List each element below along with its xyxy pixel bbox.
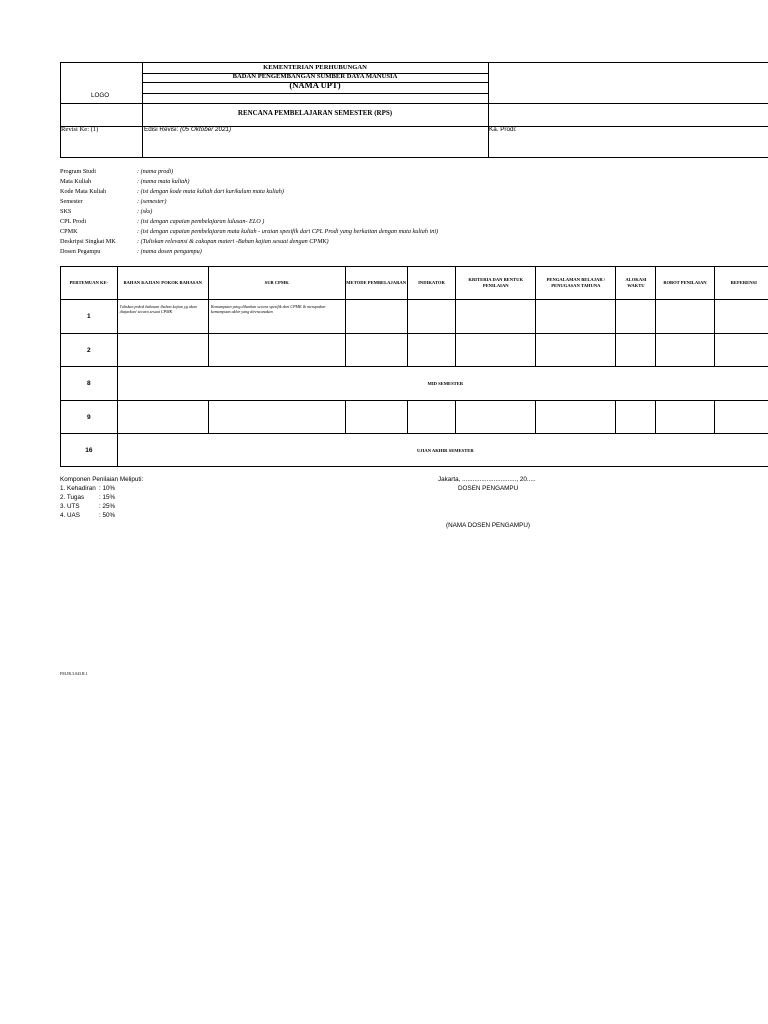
criteria-cell bbox=[456, 334, 536, 367]
edition-label: Edisi Revisi: bbox=[144, 126, 179, 133]
table-row bbox=[61, 334, 768, 367]
meeting-number: 2 bbox=[61, 334, 118, 367]
meeting-number: 9 bbox=[61, 401, 118, 434]
identity-label: Kode Mata Kuliah bbox=[60, 188, 107, 195]
assessment-item-name: 1. Kehadiran bbox=[60, 485, 96, 492]
identity-value: : (nama prodi) bbox=[137, 168, 174, 175]
method-cell bbox=[345, 401, 407, 434]
identity-label: Mata Kuliah bbox=[60, 178, 92, 185]
final-exam-cell: UJIAN AKHIR SEMESTER bbox=[117, 434, 768, 467]
col-header: INDIKATOR bbox=[407, 267, 455, 300]
sub-cpmk-cell bbox=[208, 334, 345, 367]
identity-row bbox=[60, 187, 760, 197]
identity-value: : (nama dosen pengampu) bbox=[137, 248, 202, 255]
meeting-number: 1 bbox=[61, 300, 118, 334]
indicator-cell bbox=[407, 334, 455, 367]
assessment-item-value: : 10% bbox=[99, 485, 116, 492]
identity-row bbox=[60, 167, 760, 177]
identity-label: Semester bbox=[60, 198, 83, 205]
header-rule-4 bbox=[60, 103, 768, 104]
head-of-program-label: Ka. Prodi: bbox=[489, 126, 517, 133]
assessment-item-name: 2. Tugas bbox=[60, 494, 85, 501]
col-header: BAHAN KAJIAN/ POKOK BAHASAN bbox=[117, 267, 208, 300]
table-row bbox=[61, 300, 768, 334]
topic-cell bbox=[117, 401, 208, 434]
method-cell bbox=[345, 300, 407, 334]
topic-cell: Tuliskan pokok bahasan /bahan kajian yg akan diajarkan/ secara sesuai CPMK bbox=[117, 300, 208, 334]
identity-value: : (isi dengan capaian pembelajaran mata kuliah - uraian spesifik dari CPL Prodi yang berkaitan dengan mata kuliah ini) bbox=[137, 228, 439, 235]
identity-value: : (isi dengan kode mata kuliah dari kurikulum mata kuliah) bbox=[137, 188, 284, 195]
meeting-number: 16 bbox=[61, 434, 118, 467]
criteria-cell bbox=[456, 300, 536, 334]
method-cell bbox=[345, 334, 407, 367]
col-header: METODE PEMBELAJARAN bbox=[345, 267, 407, 300]
form-code: FM.JR.3.043.R.1 bbox=[60, 671, 88, 676]
identity-value: : (Tuliskan relevansi & cakupan materi -Bahan kajian sesuai dengan CPMK) bbox=[137, 238, 329, 245]
table-row bbox=[61, 367, 768, 401]
edition-field bbox=[144, 126, 231, 133]
header-divider-right bbox=[488, 62, 489, 158]
ministry-name: KEMENTERIAN PERHUBUNGAN bbox=[263, 64, 367, 71]
identity-row bbox=[60, 247, 760, 257]
identity-label: Program Studi bbox=[60, 168, 96, 175]
identity-value: : (nama mata kuliah) bbox=[137, 178, 190, 185]
revision-label: Revisi Ke: (1) bbox=[61, 126, 99, 133]
identity-row bbox=[60, 177, 760, 187]
sub-cpmk-cell bbox=[208, 401, 345, 434]
identity-label: Deskripsi Singkat MK bbox=[60, 238, 116, 245]
document-title: RENCANA PEMBELAJARAN SEMESTER (RPS) bbox=[237, 109, 393, 117]
identity-row bbox=[60, 217, 760, 227]
meeting-number: 8 bbox=[61, 367, 118, 401]
identity-label: CPL Prodi bbox=[60, 218, 87, 225]
table-header-row bbox=[61, 267, 768, 300]
table-row bbox=[61, 401, 768, 434]
assessment-item-name: 3. UTS bbox=[60, 503, 80, 510]
col-header: PERTEMUAN KE- bbox=[61, 267, 118, 300]
weight-cell bbox=[656, 334, 714, 367]
identity-label: Dosen Pegampu bbox=[60, 248, 101, 255]
mid-semester-cell: MID SEMESTER bbox=[117, 367, 768, 401]
col-header: KRITERIA DAN BENTUK PENILAIAN bbox=[456, 267, 536, 300]
weight-cell bbox=[656, 401, 714, 434]
reference-cell bbox=[714, 300, 768, 334]
identity-row bbox=[60, 207, 760, 217]
col-header: ALOKASI WAKTU bbox=[616, 267, 656, 300]
col-header: REFERENSI bbox=[714, 267, 768, 300]
sub-cpmk-cell: Kemampuan yang diharkan secara spesifik dari CPMK & merupakan kemampuan akhir yang direncanakan bbox=[208, 300, 345, 334]
weight-cell bbox=[656, 300, 714, 334]
identity-row bbox=[60, 197, 760, 207]
signature-role: DOSEN PENGAMPU bbox=[458, 485, 519, 492]
time-cell bbox=[616, 334, 656, 367]
unit-name: (NAMA UPT) bbox=[289, 80, 341, 90]
identity-row bbox=[60, 237, 760, 247]
col-header: BOBOT PENILAIAN bbox=[656, 267, 714, 300]
indicator-cell bbox=[407, 401, 455, 434]
logo-placeholder: LOGO bbox=[91, 92, 110, 99]
time-cell bbox=[616, 401, 656, 434]
identity-value: : (semester) bbox=[137, 198, 167, 205]
identity-value: : (sks) bbox=[137, 208, 153, 215]
indicator-cell bbox=[407, 300, 455, 334]
experience-cell bbox=[536, 334, 616, 367]
col-header: PENGALAMAN BELAJAR / PENUGASAN TAHUNA bbox=[536, 267, 616, 300]
experience-cell bbox=[536, 401, 616, 434]
experience-cell bbox=[536, 300, 616, 334]
assessment-item-name: 4. UAS bbox=[60, 512, 80, 519]
header-rule-3 bbox=[142, 93, 488, 94]
agency-name: BADAN PENGEMBANGAN SUMBER DAYA MANUSIA bbox=[232, 73, 398, 80]
identity-row bbox=[60, 227, 760, 237]
reference-cell bbox=[714, 334, 768, 367]
assessment-item-value: : 25% bbox=[99, 503, 116, 510]
time-cell bbox=[616, 300, 656, 334]
identity-label: CPMK bbox=[60, 228, 78, 235]
edition-value: (05 Oktober 2021) bbox=[180, 126, 232, 133]
signature-name: (NAMA DOSEN PENGAMPU) bbox=[446, 522, 530, 529]
assessment-item-value: : 15% bbox=[99, 494, 116, 501]
table-row bbox=[61, 434, 768, 467]
topic-cell bbox=[117, 334, 208, 367]
criteria-cell bbox=[456, 401, 536, 434]
reference-cell bbox=[714, 401, 768, 434]
assessment-item-value: : 50% bbox=[99, 512, 116, 519]
identity-value: : (isi dengan capaian pembelajaran lulusan- ELO ) bbox=[137, 218, 265, 225]
col-header: SUB CPMK bbox=[208, 267, 345, 300]
place-date: Jakarta, ..............................., 20..... bbox=[438, 476, 536, 483]
identity-label: SKS bbox=[60, 208, 72, 215]
rps-table bbox=[60, 266, 768, 467]
assessment-title: Komponen Penilaian Meliputi: bbox=[60, 476, 144, 483]
